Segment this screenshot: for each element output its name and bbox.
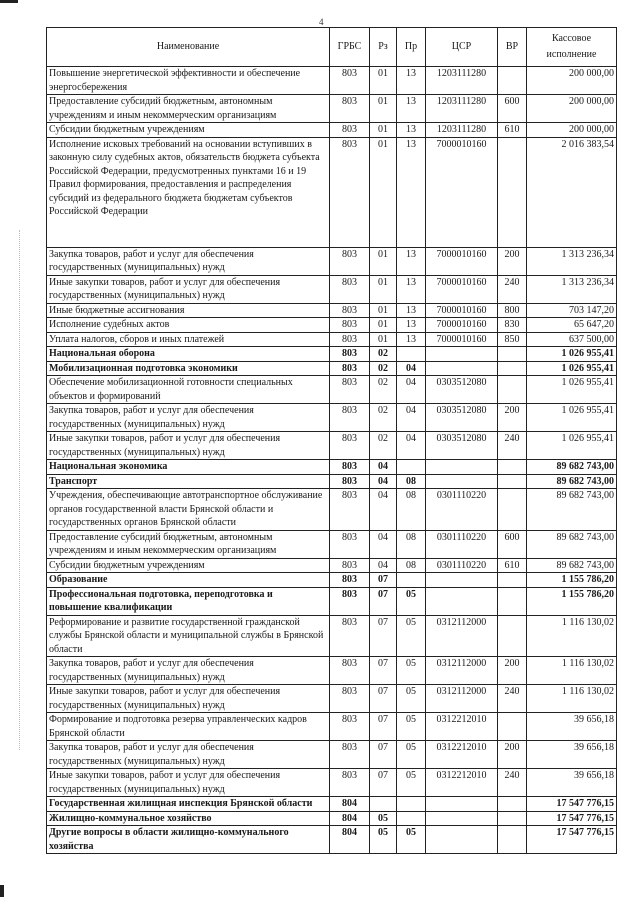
cell-grbs: 803 — [330, 615, 370, 657]
cell-vr — [498, 713, 527, 741]
cell-amount: 89 682 743,00 — [527, 489, 617, 531]
cell-rz: 07 — [370, 615, 397, 657]
header-csr: ЦСР — [426, 28, 498, 67]
cell-grbs: 804 — [330, 811, 370, 826]
cell-name: Иные закупки товаров, работ и услуг для обеспечения государственных (муниципальных) нужд — [47, 769, 330, 797]
cell-grbs: 803 — [330, 657, 370, 685]
cell-amount: 1 155 786,20 — [527, 573, 617, 588]
cell-vr: 240 — [498, 275, 527, 303]
table-row — [47, 826, 617, 854]
cell-rz: 02 — [370, 376, 397, 404]
cell-csr — [426, 811, 498, 826]
cell-csr: 0312112000 — [426, 657, 498, 685]
cell-pr: 13 — [397, 95, 426, 123]
cell-csr — [426, 587, 498, 615]
cell-name: Реформирование и развитие государственной гражданской службы Брянской области и муниципальной службы в Брянской области — [47, 615, 330, 657]
table-row — [47, 489, 617, 531]
cell-pr: 13 — [397, 67, 426, 95]
cell-grbs: 803 — [330, 432, 370, 460]
cell-csr: 0301110220 — [426, 558, 498, 573]
cell-pr: 08 — [397, 558, 426, 573]
cell-amount: 1 026 955,41 — [527, 376, 617, 404]
cell-vr — [498, 587, 527, 615]
cell-csr — [426, 347, 498, 362]
cell-amount: 65 647,20 — [527, 318, 617, 333]
cell-amount: 200 000,00 — [527, 123, 617, 138]
cell-grbs: 803 — [330, 137, 370, 247]
cell-name: Субсидии бюджетным учреждениям — [47, 558, 330, 573]
scan-corner-mark — [0, 0, 18, 3]
table-row — [47, 587, 617, 615]
cell-vr: 800 — [498, 303, 527, 318]
cell-rz: 02 — [370, 432, 397, 460]
cell-amount: 1 026 955,41 — [527, 347, 617, 362]
cell-amount: 1 313 236,34 — [527, 275, 617, 303]
cell-rz: 07 — [370, 713, 397, 741]
table-row — [47, 615, 617, 657]
cell-csr — [426, 826, 498, 854]
cell-pr: 05 — [397, 713, 426, 741]
cell-rz: 01 — [370, 137, 397, 247]
table-row — [47, 657, 617, 685]
cell-pr: 05 — [397, 615, 426, 657]
cell-name: Национальная оборона — [47, 347, 330, 362]
cell-rz: 01 — [370, 275, 397, 303]
cell-name: Государственная жилищная инспекция Брянской области — [47, 797, 330, 812]
cell-csr: 0303512080 — [426, 404, 498, 432]
cell-pr: 04 — [397, 404, 426, 432]
cell-pr: 13 — [397, 247, 426, 275]
cell-name: Учреждения, обеспечивающие автотранспортное обслуживание органов государственной власти Брянской области и государственных органов Брянской области — [47, 489, 330, 531]
cell-rz: 04 — [370, 558, 397, 573]
cell-pr: 04 — [397, 361, 426, 376]
cell-csr: 0301110220 — [426, 530, 498, 558]
cell-pr: 13 — [397, 275, 426, 303]
cell-grbs: 804 — [330, 826, 370, 854]
cell-amount: 200 000,00 — [527, 67, 617, 95]
cell-pr: 05 — [397, 769, 426, 797]
cell-amount: 200 000,00 — [527, 95, 617, 123]
cell-amount: 89 682 743,00 — [527, 460, 617, 475]
binding-margin-dots — [19, 230, 21, 750]
cell-pr — [397, 460, 426, 475]
cell-csr: 7000010160 — [426, 137, 498, 247]
cell-vr: 200 — [498, 657, 527, 685]
cell-amount: 1 116 130,02 — [527, 615, 617, 657]
cell-name: Исполнение исковых требований на основании вступивших в законную силу судебных актов, обязательств бюджета субъекта Российской Федерации, предусмотренных пунктами 16 и 19 Правил формирования, предоставления и распределения субсидий из федерального бюджета бюджетам субъектов Российской Федерации — [47, 137, 330, 247]
cell-vr: 850 — [498, 332, 527, 347]
cell-csr: 1203111280 — [426, 67, 498, 95]
cell-name: Предоставление субсидий бюджетным, автономным учреждениям и иным некоммерческим организациям — [47, 95, 330, 123]
cell-pr: 04 — [397, 432, 426, 460]
cell-pr: 13 — [397, 137, 426, 247]
cell-rz: 01 — [370, 247, 397, 275]
cell-amount: 89 682 743,00 — [527, 558, 617, 573]
cell-vr — [498, 826, 527, 854]
cell-name: Транспорт — [47, 474, 330, 489]
cell-pr: 05 — [397, 741, 426, 769]
cell-vr — [498, 797, 527, 812]
cell-vr — [498, 376, 527, 404]
cell-vr — [498, 489, 527, 531]
cell-rz: 02 — [370, 404, 397, 432]
table-row — [47, 123, 617, 138]
cell-pr: 05 — [397, 657, 426, 685]
table-row — [47, 713, 617, 741]
cell-pr: 05 — [397, 685, 426, 713]
cell-name: Жилищно-коммунальное хозяйство — [47, 811, 330, 826]
cell-csr: 0312212010 — [426, 741, 498, 769]
cell-amount: 1 116 130,02 — [527, 685, 617, 713]
cell-amount: 89 682 743,00 — [527, 530, 617, 558]
cell-vr — [498, 361, 527, 376]
cell-pr: 05 — [397, 826, 426, 854]
cell-rz: 04 — [370, 530, 397, 558]
table-row — [47, 530, 617, 558]
cell-pr — [397, 573, 426, 588]
cell-pr — [397, 347, 426, 362]
cell-grbs: 803 — [330, 573, 370, 588]
cell-name: Другие вопросы в области жилищно-коммунального хозяйства — [47, 826, 330, 854]
table-row — [47, 474, 617, 489]
cell-rz: 02 — [370, 347, 397, 362]
cell-rz: 07 — [370, 685, 397, 713]
cell-csr: 1203111280 — [426, 123, 498, 138]
cell-amount: 703 147,20 — [527, 303, 617, 318]
cell-amount: 39 656,18 — [527, 769, 617, 797]
scan-edge-mark — [0, 885, 4, 897]
cell-csr: 7000010160 — [426, 303, 498, 318]
cell-csr: 0312112000 — [426, 685, 498, 713]
cell-vr — [498, 615, 527, 657]
cell-csr — [426, 573, 498, 588]
cell-rz: 04 — [370, 474, 397, 489]
cell-csr: 0312112000 — [426, 615, 498, 657]
cell-grbs: 803 — [330, 741, 370, 769]
cell-vr: 240 — [498, 769, 527, 797]
cell-rz: 01 — [370, 123, 397, 138]
cell-grbs: 803 — [330, 361, 370, 376]
cell-pr: 08 — [397, 530, 426, 558]
budget-execution-table — [46, 27, 617, 854]
cell-vr: 610 — [498, 123, 527, 138]
cell-csr: 0303512080 — [426, 432, 498, 460]
cell-grbs: 803 — [330, 713, 370, 741]
table-row — [47, 558, 617, 573]
cell-vr — [498, 347, 527, 362]
cell-pr — [397, 797, 426, 812]
header-rz: Рз — [370, 28, 397, 67]
cell-grbs: 803 — [330, 530, 370, 558]
table-row — [47, 332, 617, 347]
cell-amount: 17 547 776,15 — [527, 826, 617, 854]
cell-rz: 05 — [370, 826, 397, 854]
cell-csr: 1203111280 — [426, 95, 498, 123]
cell-csr: 0312212010 — [426, 769, 498, 797]
table-row — [47, 741, 617, 769]
cell-grbs: 803 — [330, 587, 370, 615]
cell-amount: 2 016 383,54 — [527, 137, 617, 247]
cell-name: Образование — [47, 573, 330, 588]
cell-name: Субсидии бюджетным учреждениям — [47, 123, 330, 138]
cell-vr — [498, 474, 527, 489]
cell-csr: 0301110220 — [426, 489, 498, 531]
cell-rz: 07 — [370, 573, 397, 588]
cell-grbs: 803 — [330, 275, 370, 303]
cell-name: Уплата налогов, сборов и иных платежей — [47, 332, 330, 347]
cell-grbs: 803 — [330, 95, 370, 123]
cell-pr: 13 — [397, 332, 426, 347]
table-row — [47, 275, 617, 303]
table-row — [47, 432, 617, 460]
cell-name: Национальная экономика — [47, 460, 330, 475]
cell-grbs: 803 — [330, 685, 370, 713]
cell-csr: 7000010160 — [426, 247, 498, 275]
cell-grbs: 803 — [330, 769, 370, 797]
cell-amount: 89 682 743,00 — [527, 474, 617, 489]
table-row — [47, 685, 617, 713]
cell-grbs: 803 — [330, 318, 370, 333]
cell-grbs: 803 — [330, 460, 370, 475]
header-vr: ВР — [498, 28, 527, 67]
cell-name: Повышение энергетической эффективности и обеспечение энергосбережения — [47, 67, 330, 95]
cell-grbs: 803 — [330, 489, 370, 531]
cell-pr: 04 — [397, 376, 426, 404]
table-row — [47, 247, 617, 275]
cell-rz: 01 — [370, 67, 397, 95]
cell-grbs: 803 — [330, 558, 370, 573]
cell-amount: 1 155 786,20 — [527, 587, 617, 615]
cell-csr — [426, 474, 498, 489]
cell-rz: 07 — [370, 741, 397, 769]
cell-name: Предоставление субсидий бюджетным, автономным учреждениям и иным некоммерческим организациям — [47, 530, 330, 558]
cell-csr — [426, 460, 498, 475]
cell-grbs: 803 — [330, 247, 370, 275]
cell-pr: 08 — [397, 489, 426, 531]
header-pr: Пр — [397, 28, 426, 67]
cell-amount: 39 656,18 — [527, 713, 617, 741]
cell-name: Закупка товаров, работ и услуг для обеспечения государственных (муниципальных) нужд — [47, 404, 330, 432]
cell-vr: 200 — [498, 741, 527, 769]
header-amount: Кассовое исполнение — [527, 28, 617, 67]
cell-csr: 0312212010 — [426, 713, 498, 741]
cell-rz: 07 — [370, 587, 397, 615]
cell-grbs: 803 — [330, 332, 370, 347]
cell-rz: 07 — [370, 657, 397, 685]
cell-vr — [498, 573, 527, 588]
table-row — [47, 95, 617, 123]
cell-name: Исполнение судебных актов — [47, 318, 330, 333]
cell-csr: 0303512080 — [426, 376, 498, 404]
table-row — [47, 460, 617, 475]
cell-grbs: 803 — [330, 376, 370, 404]
table-header-row — [47, 28, 617, 67]
cell-name: Закупка товаров, работ и услуг для обеспечения государственных (муниципальных) нужд — [47, 247, 330, 275]
cell-amount: 1 313 236,34 — [527, 247, 617, 275]
cell-grbs: 804 — [330, 797, 370, 812]
cell-vr: 240 — [498, 432, 527, 460]
cell-name: Иные закупки товаров, работ и услуг для обеспечения государственных (муниципальных) нужд — [47, 685, 330, 713]
cell-rz: 01 — [370, 303, 397, 318]
cell-vr — [498, 811, 527, 826]
cell-pr: 13 — [397, 303, 426, 318]
cell-rz: 04 — [370, 489, 397, 531]
table-row — [47, 811, 617, 826]
cell-name: Иные закупки товаров, работ и услуг для обеспечения государственных (муниципальных) нужд — [47, 432, 330, 460]
cell-amount: 637 500,00 — [527, 332, 617, 347]
cell-pr: 08 — [397, 474, 426, 489]
cell-amount: 1 026 955,41 — [527, 361, 617, 376]
cell-rz: 01 — [370, 95, 397, 123]
cell-pr — [397, 811, 426, 826]
cell-grbs: 803 — [330, 67, 370, 95]
cell-rz: 04 — [370, 460, 397, 475]
cell-rz: 01 — [370, 332, 397, 347]
cell-pr: 13 — [397, 123, 426, 138]
cell-csr — [426, 361, 498, 376]
cell-vr: 830 — [498, 318, 527, 333]
cell-amount: 39 656,18 — [527, 741, 617, 769]
cell-name: Формирование и подготовка резерва управленческих кадров Брянской области — [47, 713, 330, 741]
cell-rz: 02 — [370, 361, 397, 376]
cell-grbs: 803 — [330, 474, 370, 489]
cell-csr: 7000010160 — [426, 318, 498, 333]
table-row — [47, 67, 617, 95]
cell-vr — [498, 137, 527, 247]
table-row — [47, 797, 617, 812]
table-row — [47, 376, 617, 404]
cell-name: Закупка товаров, работ и услуг для обеспечения государственных (муниципальных) нужд — [47, 741, 330, 769]
cell-csr: 7000010160 — [426, 332, 498, 347]
cell-rz: 05 — [370, 811, 397, 826]
cell-rz: 01 — [370, 318, 397, 333]
cell-pr: 13 — [397, 318, 426, 333]
cell-vr: 600 — [498, 530, 527, 558]
cell-name: Закупка товаров, работ и услуг для обеспечения государственных (муниципальных) нужд — [47, 657, 330, 685]
cell-vr: 200 — [498, 404, 527, 432]
cell-amount: 17 547 776,15 — [527, 797, 617, 812]
header-name: Наименование — [47, 28, 330, 67]
cell-grbs: 803 — [330, 347, 370, 362]
cell-vr: 600 — [498, 95, 527, 123]
cell-amount: 1 026 955,41 — [527, 432, 617, 460]
table-row — [47, 404, 617, 432]
page-number: 4 — [319, 17, 324, 27]
cell-grbs: 803 — [330, 404, 370, 432]
cell-amount: 1 116 130,02 — [527, 657, 617, 685]
cell-csr — [426, 797, 498, 812]
table-row — [47, 347, 617, 362]
cell-vr — [498, 67, 527, 95]
table-row — [47, 573, 617, 588]
cell-amount: 1 026 955,41 — [527, 404, 617, 432]
table-row — [47, 137, 617, 247]
cell-name: Мобилизационная подготовка экономики — [47, 361, 330, 376]
table-row — [47, 303, 617, 318]
cell-name: Иные закупки товаров, работ и услуг для обеспечения государственных (муниципальных) нужд — [47, 275, 330, 303]
cell-rz: 07 — [370, 769, 397, 797]
cell-vr: 240 — [498, 685, 527, 713]
cell-name: Профессиональная подготовка, переподготовка и повышение квалификации — [47, 587, 330, 615]
cell-grbs: 803 — [330, 123, 370, 138]
cell-vr — [498, 460, 527, 475]
cell-vr: 200 — [498, 247, 527, 275]
cell-amount: 17 547 776,15 — [527, 811, 617, 826]
cell-csr: 7000010160 — [426, 275, 498, 303]
table-row — [47, 318, 617, 333]
table-row — [47, 361, 617, 376]
cell-vr: 610 — [498, 558, 527, 573]
cell-rz — [370, 797, 397, 812]
cell-grbs: 803 — [330, 303, 370, 318]
cell-pr: 05 — [397, 587, 426, 615]
table-row — [47, 769, 617, 797]
cell-name: Обеспечение мобилизационной готовности специальных объектов и формирований — [47, 376, 330, 404]
header-grbs: ГРБС — [330, 28, 370, 67]
cell-name: Иные бюджетные ассигнования — [47, 303, 330, 318]
